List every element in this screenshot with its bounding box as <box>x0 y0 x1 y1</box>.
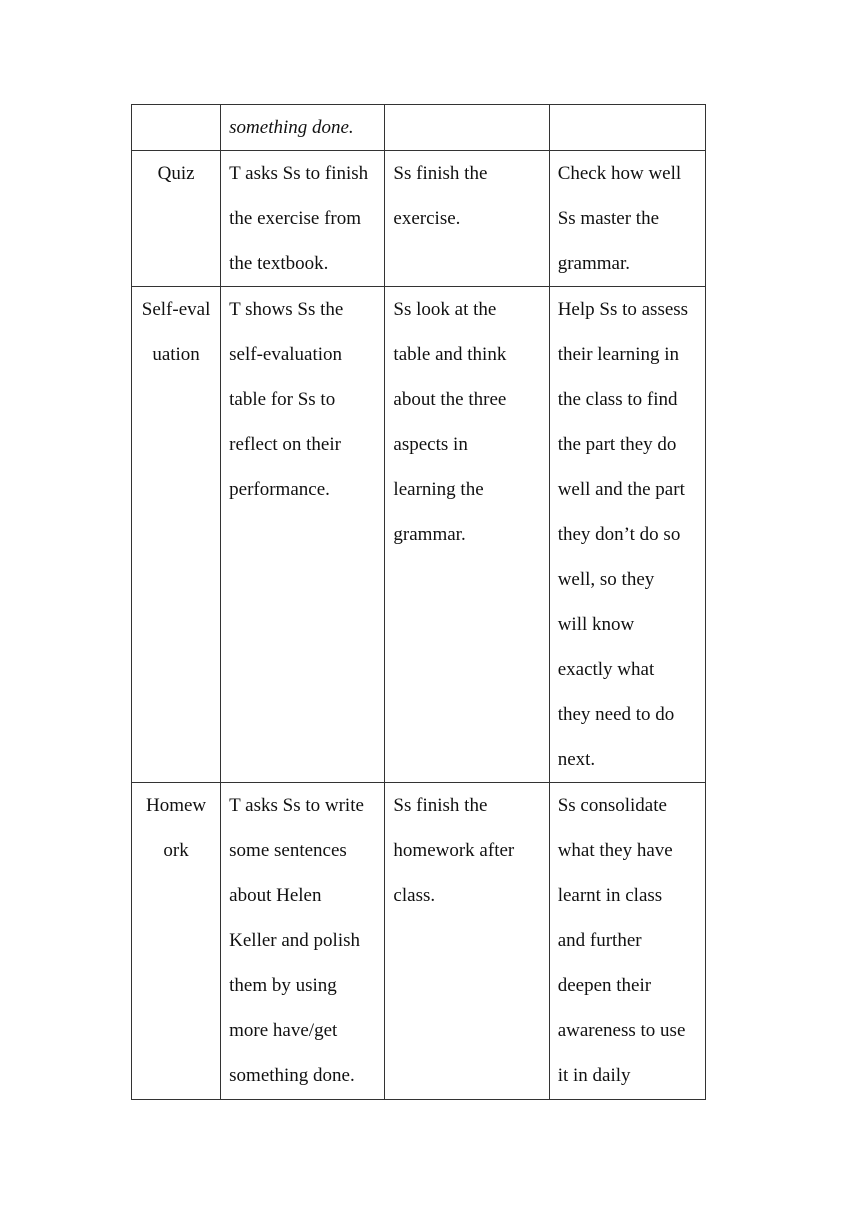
cell-line: awareness to use <box>557 1020 686 1041</box>
cell-line: T asks Ss to finish <box>229 163 369 184</box>
cell-line: they don’t do so <box>557 524 681 545</box>
cell-line: deepen their <box>557 975 652 996</box>
cell-line: exercise. <box>393 208 461 229</box>
purpose-cell <box>549 151 705 287</box>
cell-line: uation <box>152 344 200 365</box>
cell-line: table for Ss to <box>229 389 336 410</box>
purpose-cell <box>549 105 705 151</box>
cell-line: Self-eval <box>141 299 211 320</box>
table-row <box>132 151 706 287</box>
stage-cell <box>132 105 221 151</box>
cell-line: learning the <box>393 479 484 500</box>
cell-line: the part they do <box>557 434 677 455</box>
cell-line: T asks Ss to write <box>229 795 364 816</box>
teacher-activity-cell <box>221 783 385 1100</box>
cell-line: will know <box>557 614 635 635</box>
cell-line: well, so they <box>557 569 655 590</box>
cell-line: ork <box>163 840 189 861</box>
cell-line: well and the part <box>557 479 685 500</box>
table-row <box>132 287 706 783</box>
cell-line: the class to find <box>557 389 678 410</box>
cell-line: some sentences <box>229 840 347 861</box>
purpose-cell <box>549 783 705 1100</box>
cell-line: performance. <box>229 479 330 500</box>
lesson-plan-table <box>131 104 706 1100</box>
stage-cell <box>132 151 221 287</box>
cell-line: Keller and polish <box>229 930 360 951</box>
cell-line: Ss finish the <box>393 163 488 184</box>
cell-line: self-evaluation <box>229 344 343 365</box>
table-row <box>132 783 706 1100</box>
cell-line: Ss consolidate <box>557 795 667 816</box>
cell-line: them by using <box>229 975 337 996</box>
cell-line: learnt in class <box>557 885 663 906</box>
cell-line: Ss look at the <box>393 299 497 320</box>
cell-line: class. <box>393 885 436 906</box>
cell-line: aspects in <box>393 434 468 455</box>
stage-cell <box>132 783 221 1100</box>
cell-line: reflect on their <box>229 434 341 455</box>
cell-line: it in daily <box>557 1065 631 1086</box>
cell-line: more have/get <box>229 1020 338 1041</box>
cell-line: grammar. <box>557 253 630 274</box>
cell-line: their learning in <box>557 344 680 365</box>
cell-line: grammar. <box>393 524 466 545</box>
cell-line: Ss master the <box>557 208 660 229</box>
cell-line: T shows Ss the <box>229 299 344 320</box>
cell-line: Check how well <box>557 163 682 184</box>
cell-line: something done. <box>229 117 354 138</box>
cell-line: Homew <box>145 795 207 816</box>
teacher-activity-cell <box>221 151 385 287</box>
cell-line: Quiz <box>157 163 195 184</box>
cell-line: what they have <box>557 840 673 861</box>
cell-line: homework after <box>393 840 515 861</box>
student-activity-cell <box>385 287 549 783</box>
cell-line: the textbook. <box>229 253 329 274</box>
cell-line: next. <box>557 749 596 770</box>
cell-line: they need to do <box>557 704 675 725</box>
table-row <box>132 105 706 151</box>
cell-line: table and think <box>393 344 507 365</box>
cell-line: exactly what <box>557 659 655 680</box>
student-activity-cell <box>385 105 549 151</box>
student-activity-cell <box>385 151 549 287</box>
cell-line: about Helen <box>229 885 322 906</box>
cell-line: the exercise from <box>229 208 362 229</box>
teacher-activity-cell <box>221 105 385 151</box>
cell-line: Help Ss to assess <box>557 299 689 320</box>
stage-cell <box>132 287 221 783</box>
teacher-activity-cell <box>221 287 385 783</box>
cell-line: something done. <box>229 1065 355 1086</box>
student-activity-cell <box>385 783 549 1100</box>
cell-line: Ss finish the <box>393 795 488 816</box>
cell-line: and further <box>557 930 642 951</box>
cell-line: about the three <box>393 389 507 410</box>
purpose-cell <box>549 287 705 783</box>
